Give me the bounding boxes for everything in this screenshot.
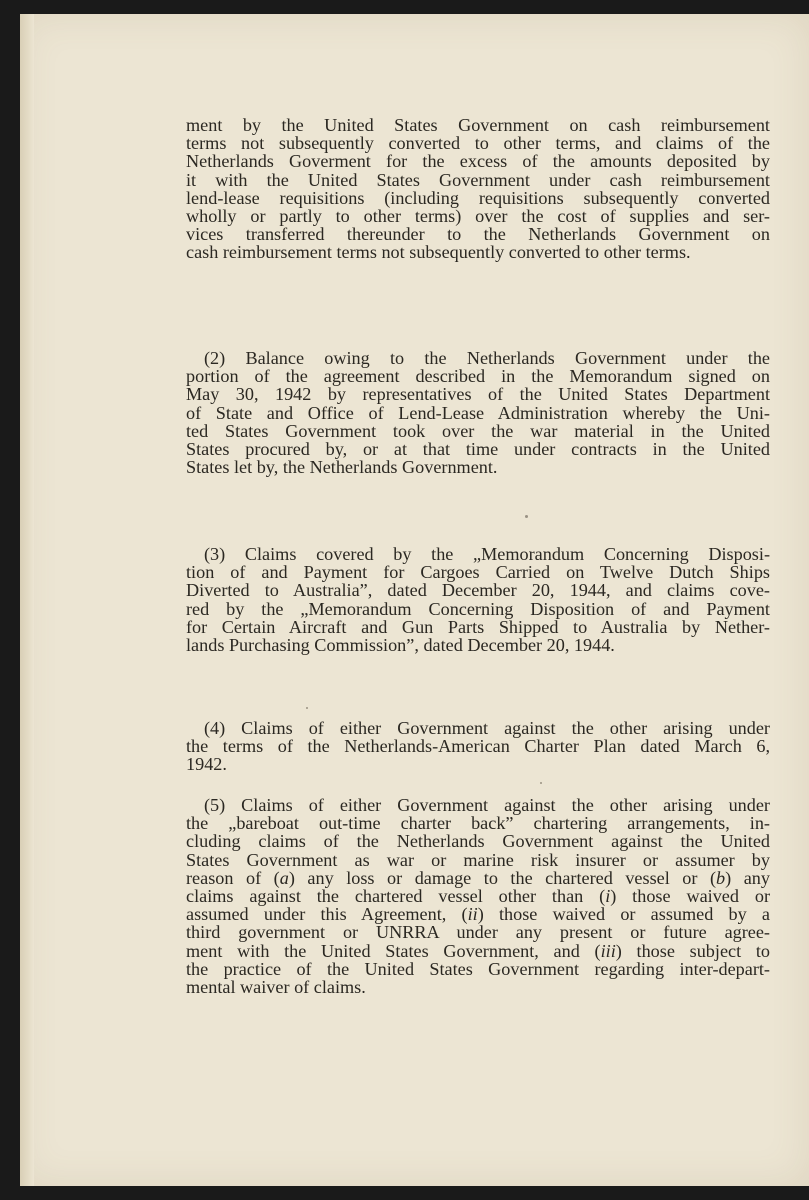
- text-line: the practice of the United States Government regarding inter-depart-: [186, 958, 770, 979]
- text-line: (4) Claims of either Government against the other arising under: [204, 718, 770, 738]
- text-line: the „bareboat out-time charter back” chartering arrangements, in-: [186, 813, 770, 834]
- paper-speck: [525, 515, 528, 518]
- text-line: terms not subsequently converted to other terms, and claims of the: [186, 133, 770, 154]
- text-line: lend-lease requisitions (including requisitions subsequently converted: [186, 187, 770, 208]
- text-line: assumed under this Agreement, (ii) those waived or assumed by a: [186, 904, 771, 925]
- text-line: (3) Claims covered by the „Memorandum Concerning Disposi-: [204, 544, 770, 564]
- text-line: States procured by, or at that time under contracts in the United: [186, 438, 770, 459]
- text-line: it with the United States Government under cash reimbursement: [186, 169, 770, 190]
- paper-speck: [306, 707, 308, 709]
- text-line: May 30, 1942 by representatives of the United States Department: [186, 384, 770, 405]
- text-line: Diverted to Australia”, dated December 20, 1944, and claims cove-: [186, 580, 770, 601]
- page-binding-edge: [20, 14, 34, 1186]
- text-line: lands Purchasing Commission”, dated December 20, 1944.: [186, 634, 615, 655]
- text-line: tion of and Payment for Cargoes Carried on Twelve Dutch Ships: [186, 562, 770, 583]
- text-line: reason of (a) any loss or damage to the chartered vessel or (b) any: [186, 867, 770, 888]
- text-line: Netherlands Goverment for the excess of the amounts deposited by: [186, 151, 770, 172]
- text-line: the terms of the Netherlands-American Charter Plan dated March 6,: [186, 736, 770, 757]
- text-line: ment with the United States Government, and (iii) those subject to: [186, 940, 770, 961]
- paragraph-1: [186, 116, 770, 262]
- text-line: (5) Claims of either Government against the other arising under: [204, 795, 770, 815]
- paragraph-4: [186, 719, 770, 774]
- text-line: of State and Office of Lend-Lease Administration whereby the Uni-: [186, 402, 770, 423]
- paper-speck: [540, 782, 542, 784]
- text-line: cluding claims of the Netherlands Government against the United: [186, 831, 770, 852]
- text-line: third government or UNRRA under any present or future agree-: [186, 922, 770, 943]
- text-line: red by the „Memorandum Concerning Disposition of and Payment: [186, 598, 770, 619]
- paragraph-3: [186, 545, 770, 654]
- text-line: 1942.: [186, 754, 227, 775]
- paragraph-2: [186, 349, 770, 476]
- text-line: States let by, the Netherlands Government.: [186, 457, 498, 478]
- text-line: ted States Government took over the war material in the United: [186, 420, 770, 441]
- text-line: cash reimbursement terms not subsequently converted to other terms.: [186, 242, 691, 263]
- text-line: (2) Balance owing to the Netherlands Government under the: [204, 348, 770, 368]
- paragraph-5: [186, 796, 770, 996]
- text-line: mental waiver of claims.: [186, 976, 366, 997]
- text-line: claims against the chartered vessel other than (i) those waived or: [186, 885, 770, 906]
- text-line: wholly or partly to other terms) over the cost of supplies and ser-: [186, 205, 770, 226]
- text-line: for Certain Aircraft and Gun Parts Shipped to Australia by Nether-: [186, 616, 770, 637]
- text-line: States Government as war or marine risk insurer or assumer by: [186, 849, 770, 870]
- text-line: vices transferred thereunder to the Netherlands Government on: [186, 224, 770, 245]
- text-line: ment by the United States Government on cash reimbursement: [186, 115, 770, 135]
- text-line: portion of the agreement described in the Memorandum signed on: [186, 366, 770, 387]
